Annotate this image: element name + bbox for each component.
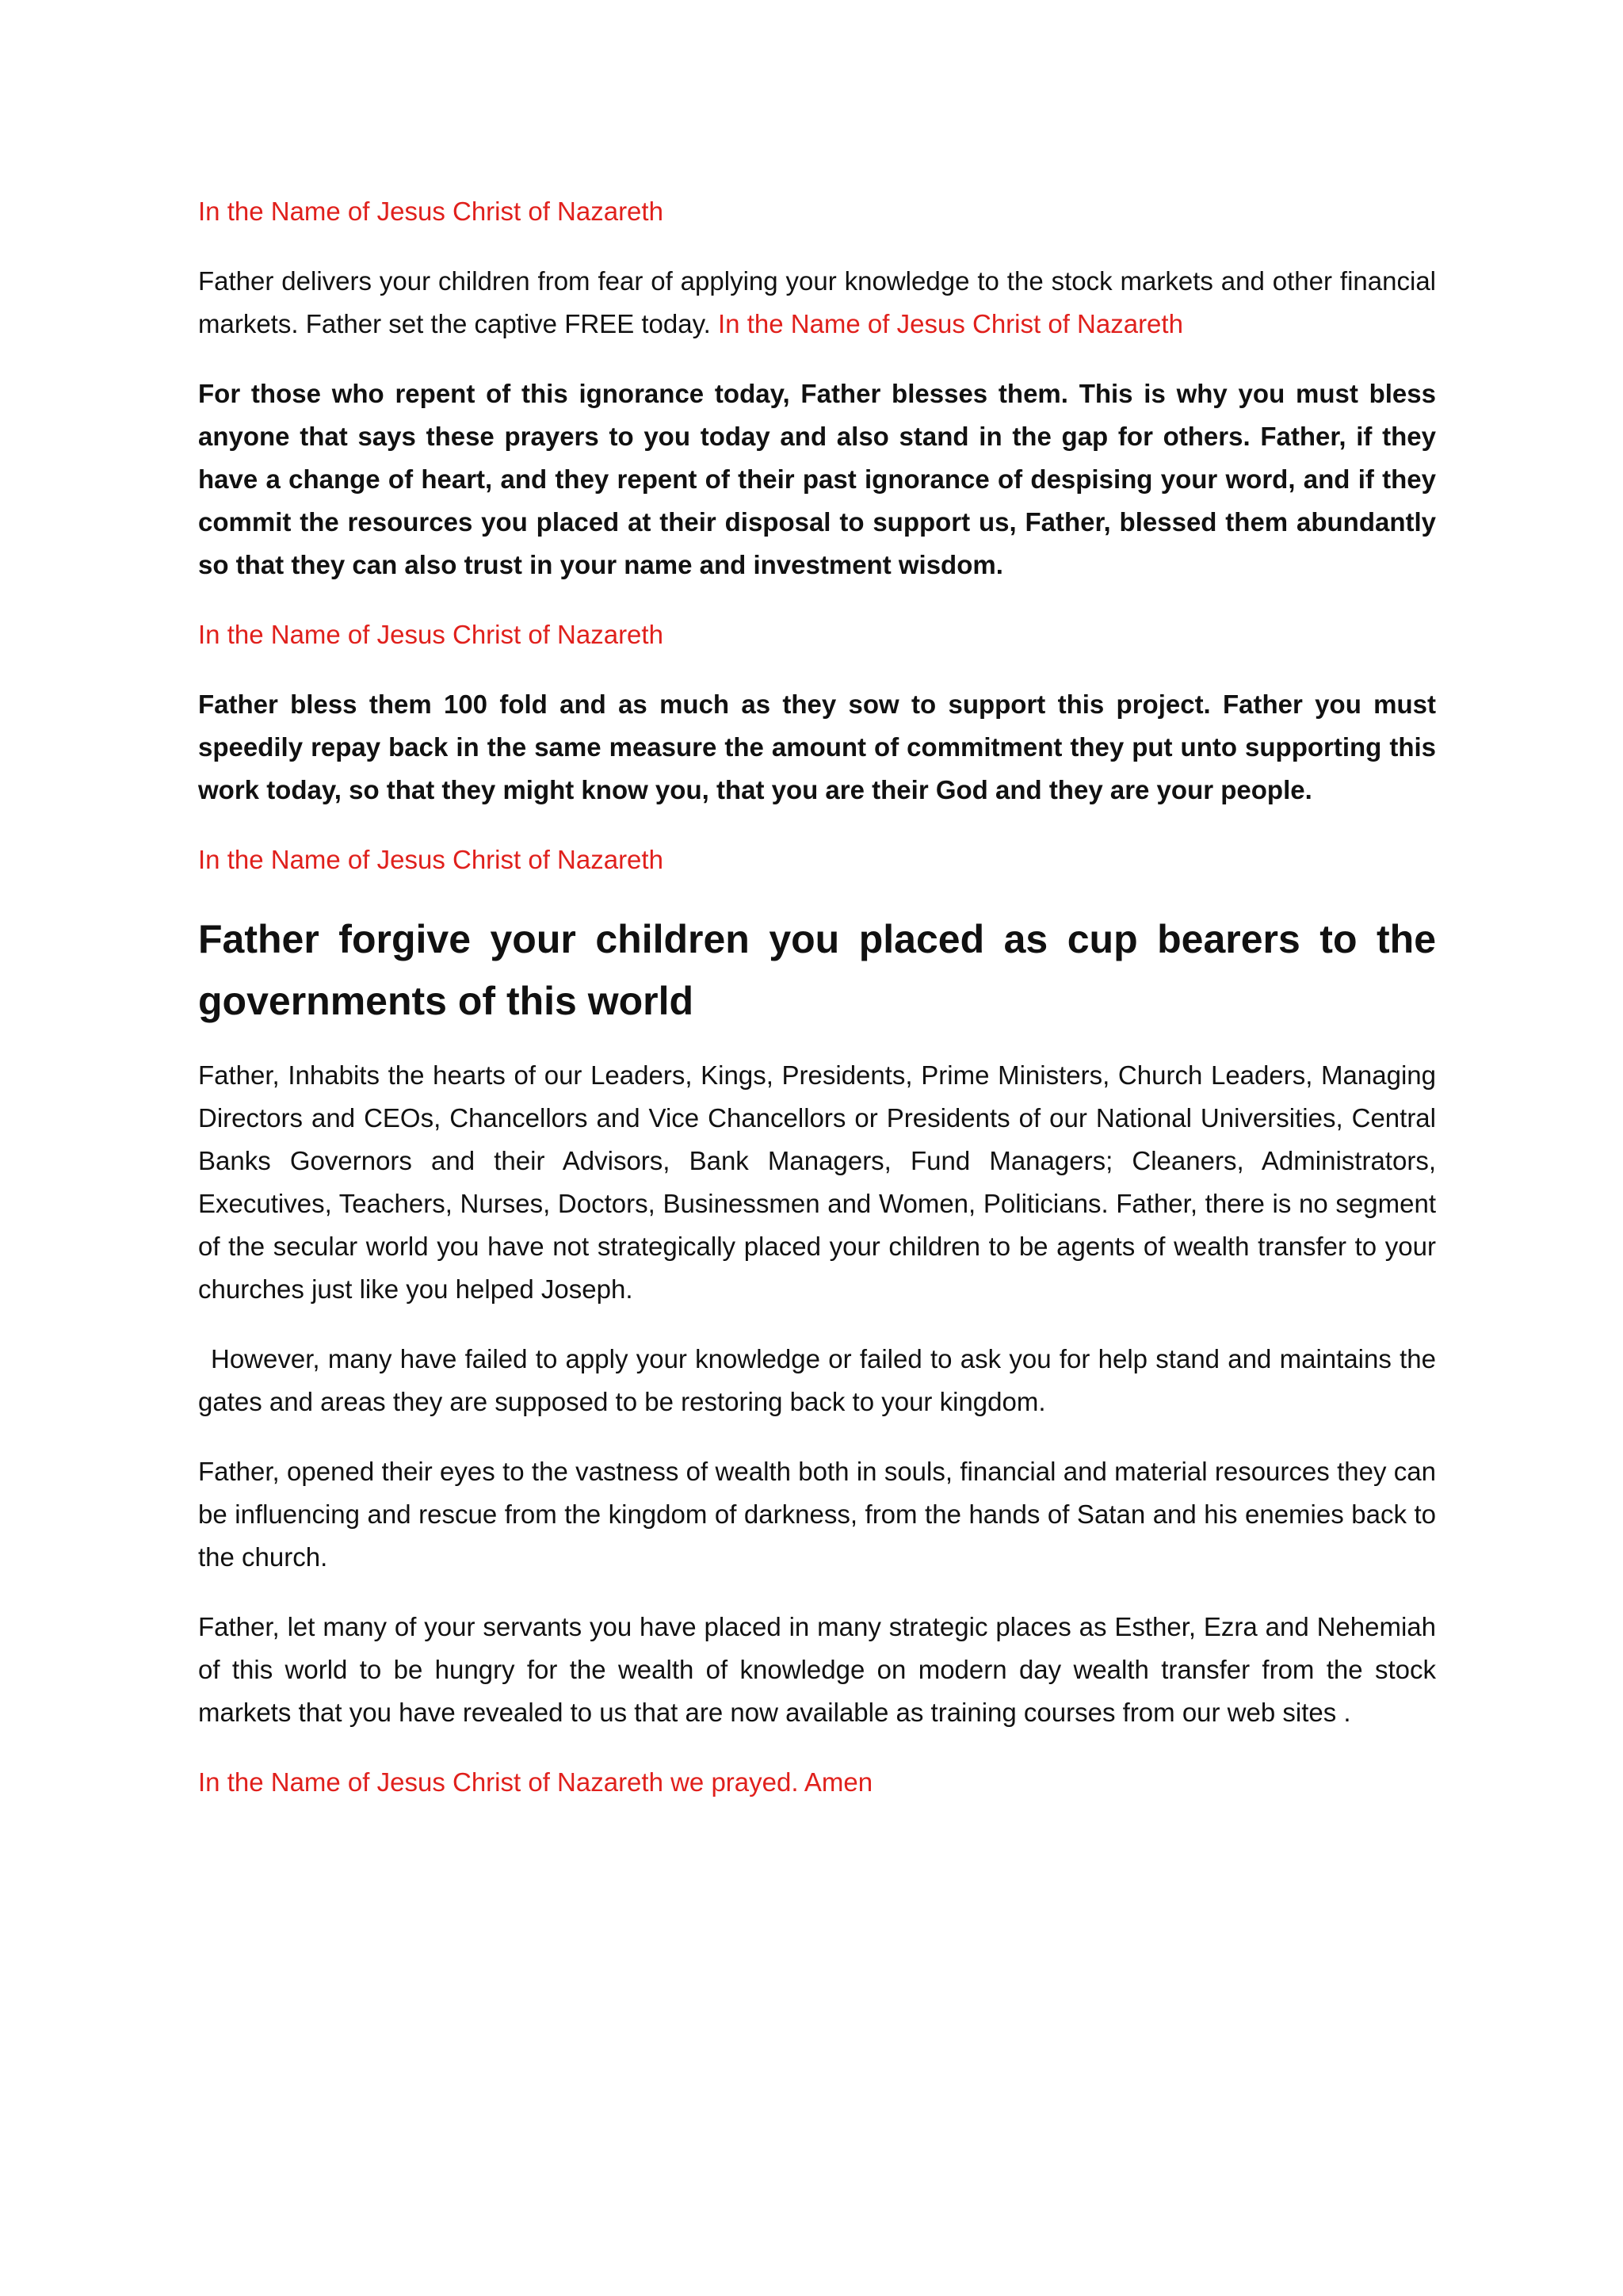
paragraph-servants: Father, let many of your servants you have placed in many strategic places as Esther, Ezra and Nehemiah of this world to be hungry for the wealth of knowledge on modern day wealth transfer from the stock markets that you have revealed to us that are now available as training courses from our web sites . — [198, 1612, 1436, 1727]
section-heading: Father forgive your children you placed as cup bearers to the governments of this world — [198, 917, 1436, 1023]
paragraph-blessing: Father bless them 100 fold and as much as they sow to support this project. Father you must speedily repay back in the same measure the amount of commitment they put unto supporting this work today, so that they might know you, that you are their God and they are your people. — [198, 690, 1436, 804]
paragraph-text: Father delivers your children from fear of applying your knowledge to the stock markets and other financial markets. Father set the captive FREE today. — [198, 266, 1436, 338]
paragraph-repentance: For those who repent of this ignorance today, Father blesses them. This is why you must bless anyone that says these prayers to you today and also stand in the gap for others. Father, if they have a change of heart, and they repent of their past ignorance of despising your word, and if they commit the resources you placed at their disposal to support us, Father, blessed them abundantly so that they can also trust in your name and investment wisdom. — [198, 379, 1436, 579]
paragraph-wealth: Father, opened their eyes to the vastness of wealth both in souls, financial and material resources they can be influencing and rescue from the kingdom of darkness, from the hands of Satan and his enemies back to the church. — [198, 1457, 1436, 1572]
paragraph-failures: However, many have failed to apply your knowledge or failed to ask you for help stand and maintains the gates and areas they are supposed to be restoring back to your kingdom. — [198, 1344, 1436, 1416]
invocation-line: In the Name of Jesus Christ of Nazareth — [198, 620, 663, 649]
paragraph-leaders: Father, Inhabits the hearts of our Leaders, Kings, Presidents, Prime Ministers, Church Leaders, Managing Directors and CEOs, Chancellors and Vice Chancellors or Presidents of our National Universities, Central Banks Governors and their Advisors, Bank Managers, Fund Managers; Cleaners, Administrators, Executives, Teachers, Nurses, Doctors, Businessmen and Women, Politicians. Father, there is no segment of the secular world you have not strategically placed your children to be agents of wealth transfer to your churches just like you helped Joseph. — [198, 1060, 1436, 1304]
invocation-line: In the Name of Jesus Christ of Nazareth — [198, 845, 663, 874]
invocation-line: In the Name of Jesus Christ of Nazareth — [198, 197, 663, 226]
invocation-inline: In the Name of Jesus Christ of Nazareth — [718, 309, 1183, 338]
closing-line: In the Name of Jesus Christ of Nazareth we prayed. Amen — [198, 1767, 873, 1797]
document-page — [198, 190, 1436, 1831]
paragraph-deliverance — [198, 260, 1436, 346]
